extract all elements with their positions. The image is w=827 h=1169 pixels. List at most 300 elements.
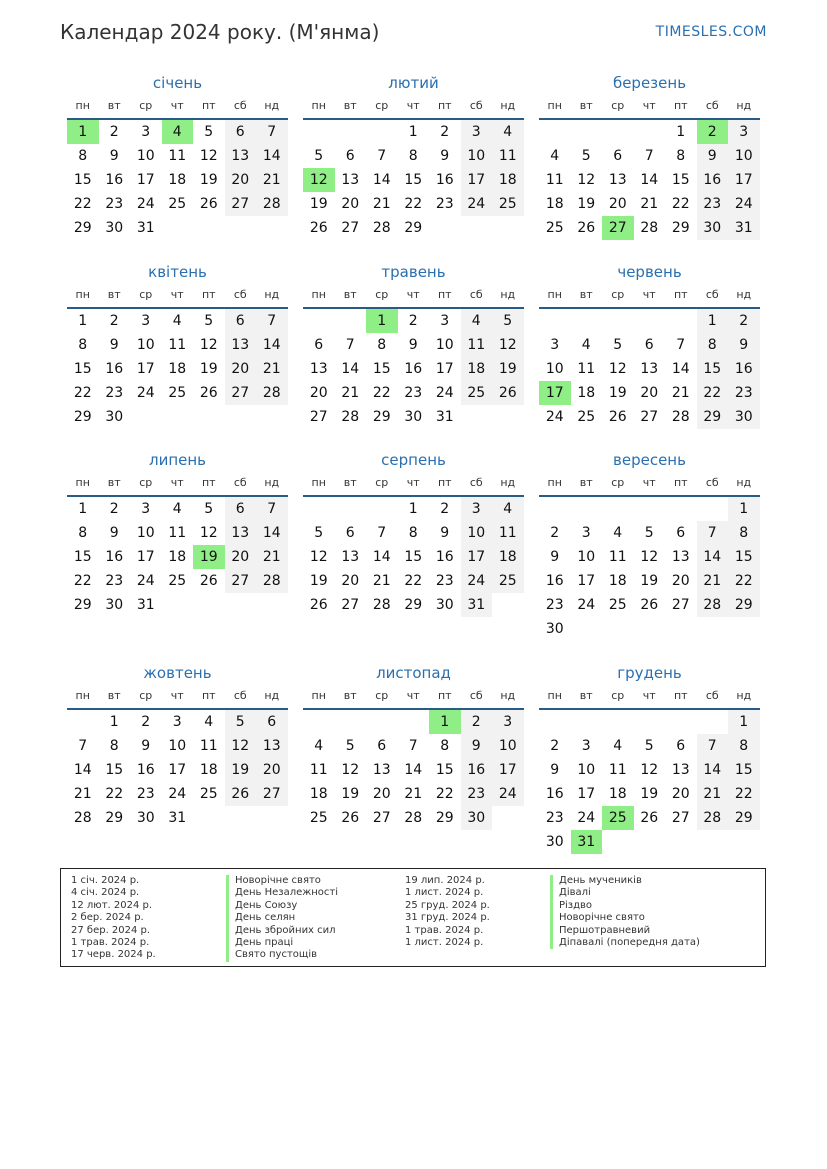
day-cell: 10 xyxy=(461,144,493,168)
day-grid xyxy=(539,309,760,429)
month-5 xyxy=(303,261,524,429)
weekday-label: сб xyxy=(705,99,719,112)
day-cell: 30 xyxy=(105,597,124,613)
day-cell: 7 xyxy=(377,525,387,541)
day-cell: 13 xyxy=(256,734,288,758)
day-cell: 3 xyxy=(550,337,560,353)
day-cell: 5 xyxy=(613,337,623,353)
day-cell: 16 xyxy=(545,573,564,589)
weekday-label: ср xyxy=(139,288,153,301)
day-cell: 17 xyxy=(435,361,454,377)
day-cell: 12 xyxy=(608,361,627,377)
day-cell: 9 xyxy=(109,148,119,164)
day-grid xyxy=(67,120,288,240)
day-cell: 21 xyxy=(256,168,288,192)
month-4 xyxy=(67,261,288,429)
day-cell: 5 xyxy=(314,525,324,541)
weekday-label: ср xyxy=(139,689,153,702)
day-cell: 20 xyxy=(640,385,659,401)
month-name: березень xyxy=(612,74,687,92)
day-cell: 2 xyxy=(550,525,560,541)
day-cell: 4 xyxy=(613,525,623,541)
day-cell: 4 xyxy=(492,497,524,521)
empty-cell xyxy=(571,309,603,333)
weekday-label: нд xyxy=(736,689,752,702)
weekday-label: ср xyxy=(611,689,625,702)
day-cell: 8 xyxy=(676,148,686,164)
day-cell: 23 xyxy=(435,196,454,212)
day-cell: 3 xyxy=(141,124,151,140)
day-cell: 25 xyxy=(492,192,524,216)
weekday-label: пт xyxy=(437,288,452,301)
day-cell: 19 xyxy=(193,545,225,569)
day-cell: 29 xyxy=(73,409,92,425)
empty-cell xyxy=(256,593,288,617)
legend-holiday: День селян xyxy=(226,912,338,924)
day-cell: 19 xyxy=(309,196,328,212)
day-cell: 21 xyxy=(671,385,690,401)
month-10 xyxy=(67,662,288,830)
legend-holiday: День збройних сил xyxy=(226,925,338,937)
month-name: жовтень xyxy=(143,664,212,682)
empty-cell xyxy=(602,309,634,333)
day-cell: 31 xyxy=(461,593,493,617)
day-cell: 1 xyxy=(697,309,729,333)
weekday-header xyxy=(67,94,288,120)
empty-cell xyxy=(256,405,288,429)
day-cell: 5 xyxy=(581,148,591,164)
day-cell: 5 xyxy=(204,313,214,329)
day-cell: 23 xyxy=(697,192,729,216)
day-cell: 15 xyxy=(404,549,423,565)
weekday-label: пн xyxy=(547,99,562,112)
legend-holiday: Свято пустощів xyxy=(226,949,338,961)
day-cell: 14 xyxy=(341,361,360,377)
day-cell: 17 xyxy=(461,168,493,192)
day-cell: 9 xyxy=(440,148,450,164)
empty-cell xyxy=(665,497,697,521)
day-grid xyxy=(67,497,288,617)
weekday-label: пт xyxy=(673,689,688,702)
empty-cell xyxy=(225,216,257,240)
day-cell: 13 xyxy=(608,172,627,188)
day-cell: 3 xyxy=(461,120,493,144)
day-cell: 17 xyxy=(577,786,596,802)
weekday-header xyxy=(303,471,524,497)
day-cell: 2 xyxy=(461,710,493,734)
day-cell: 7 xyxy=(345,337,355,353)
day-cell: 18 xyxy=(168,549,187,565)
day-cell: 23 xyxy=(728,381,760,405)
day-cell: 4 xyxy=(613,738,623,754)
day-cell: 10 xyxy=(461,521,493,545)
day-cell: 30 xyxy=(105,409,124,425)
legend-date: 4 січ. 2024 р. xyxy=(71,887,140,899)
empty-cell xyxy=(602,830,634,854)
day-cell: 26 xyxy=(309,220,328,236)
empty-cell xyxy=(492,593,524,617)
day-cell: 26 xyxy=(199,385,218,401)
day-cell: 29 xyxy=(671,220,690,236)
weekday-label: вт xyxy=(107,689,121,702)
empty-cell xyxy=(665,830,697,854)
day-cell: 30 xyxy=(545,621,564,637)
day-cell: 14 xyxy=(73,762,92,778)
day-cell: 13 xyxy=(225,144,257,168)
day-cell: 19 xyxy=(640,573,659,589)
day-cell: 21 xyxy=(697,569,729,593)
day-cell: 23 xyxy=(105,573,124,589)
day-cell: 8 xyxy=(697,333,729,357)
day-cell: 1 xyxy=(366,309,398,333)
day-cell: 11 xyxy=(168,337,187,353)
empty-cell xyxy=(571,710,603,734)
weekday-header xyxy=(539,684,760,710)
day-cell: 5 xyxy=(644,738,654,754)
day-cell: 22 xyxy=(73,385,92,401)
legend-holiday: День Союзу xyxy=(226,900,338,912)
day-cell: 16 xyxy=(404,361,423,377)
weekday-label: чт xyxy=(642,99,656,112)
day-cell: 28 xyxy=(372,220,391,236)
day-cell: 25 xyxy=(168,385,187,401)
day-cell: 23 xyxy=(136,786,155,802)
day-cell: 7 xyxy=(408,738,418,754)
day-cell: 14 xyxy=(404,762,423,778)
day-cell: 21 xyxy=(256,545,288,569)
legend-date: 1 січ. 2024 р. xyxy=(71,875,140,886)
day-cell: 12 xyxy=(341,762,360,778)
legend-holiday: Дівалі xyxy=(550,887,700,899)
empty-cell xyxy=(335,710,367,734)
legend-col1-dates xyxy=(71,875,156,962)
day-cell: 27 xyxy=(640,409,659,425)
day-cell: 27 xyxy=(225,192,257,216)
day-cell: 26 xyxy=(309,597,328,613)
legend-date: 25 груд. 2024 р. xyxy=(405,899,490,911)
day-cell: 22 xyxy=(728,569,760,593)
weekday-label: вт xyxy=(107,99,121,112)
day-cell: 18 xyxy=(492,545,524,569)
day-cell: 4 xyxy=(172,313,182,329)
empty-cell xyxy=(335,120,367,144)
weekday-label: нд xyxy=(264,288,280,301)
weekday-label: нд xyxy=(264,476,280,489)
day-cell: 16 xyxy=(461,758,493,782)
day-cell: 22 xyxy=(73,196,92,212)
day-cell: 3 xyxy=(141,313,151,329)
day-cell: 20 xyxy=(256,758,288,782)
weekday-label: пт xyxy=(673,288,688,301)
weekday-label: вт xyxy=(579,99,593,112)
empty-cell xyxy=(193,405,225,429)
day-cell: 14 xyxy=(372,549,391,565)
legend-col2-names xyxy=(550,875,700,949)
empty-cell xyxy=(492,806,524,830)
day-cell: 16 xyxy=(728,357,760,381)
day-cell: 1 xyxy=(728,710,760,734)
empty-cell xyxy=(366,710,398,734)
weekday-label: вт xyxy=(579,288,593,301)
legend-date: 17 черв. 2024 р. xyxy=(71,949,156,961)
weekday-label: вт xyxy=(343,689,357,702)
empty-cell xyxy=(429,216,461,240)
day-cell: 25 xyxy=(577,409,596,425)
day-cell: 23 xyxy=(545,810,564,826)
empty-cell xyxy=(256,806,288,830)
day-cell: 4 xyxy=(204,714,214,730)
empty-cell xyxy=(634,309,666,333)
day-cell: 7 xyxy=(256,497,288,521)
day-cell: 25 xyxy=(309,810,328,826)
day-cell: 19 xyxy=(199,172,218,188)
day-cell: 4 xyxy=(162,120,194,144)
day-cell: 7 xyxy=(256,309,288,333)
empty-cell xyxy=(492,405,524,429)
empty-cell xyxy=(634,120,666,144)
day-cell: 7 xyxy=(697,734,729,758)
site-link[interactable]: TIMESLES.COM xyxy=(655,24,767,40)
day-cell: 31 xyxy=(435,409,454,425)
day-cell: 22 xyxy=(697,381,729,405)
empty-cell xyxy=(697,830,729,854)
empty-cell xyxy=(602,497,634,521)
day-cell: 27 xyxy=(341,597,360,613)
day-cell: 14 xyxy=(640,172,659,188)
weekday-label: пт xyxy=(201,476,216,489)
empty-cell xyxy=(366,497,398,521)
legend-date: 1 трав. 2024 р. xyxy=(71,936,150,948)
weekday-label: чт xyxy=(406,689,420,702)
day-cell: 19 xyxy=(492,357,524,381)
weekday-label: ср xyxy=(139,99,153,112)
day-cell: 2 xyxy=(109,124,119,140)
day-cell: 16 xyxy=(435,172,454,188)
day-cell: 4 xyxy=(492,120,524,144)
empty-cell xyxy=(398,710,430,734)
month-3 xyxy=(539,72,760,240)
day-cell: 3 xyxy=(461,497,493,521)
day-cell: 29 xyxy=(435,810,454,826)
weekday-label: чт xyxy=(406,99,420,112)
weekday-label: сб xyxy=(233,99,247,112)
day-cell: 1 xyxy=(78,501,88,517)
month-name: листопад xyxy=(376,664,451,682)
day-cell: 1 xyxy=(67,120,99,144)
weekday-header xyxy=(67,283,288,309)
empty-cell xyxy=(461,405,493,429)
day-cell: 1 xyxy=(408,501,418,517)
weekday-label: сб xyxy=(469,99,483,112)
day-cell: 28 xyxy=(341,409,360,425)
day-cell: 12 xyxy=(640,762,659,778)
day-cell: 22 xyxy=(404,573,423,589)
day-cell: 12 xyxy=(225,734,257,758)
day-cell: 7 xyxy=(377,148,387,164)
day-cell: 21 xyxy=(341,385,360,401)
day-cell: 26 xyxy=(199,573,218,589)
month-name: червень xyxy=(617,263,682,281)
weekday-label: ср xyxy=(611,476,625,489)
day-cell: 3 xyxy=(141,501,151,517)
day-cell: 20 xyxy=(309,385,328,401)
day-cell: 8 xyxy=(78,337,88,353)
day-cell: 1 xyxy=(109,714,119,730)
weekday-label: пн xyxy=(75,689,90,702)
legend-date: 1 лист. 2024 р. xyxy=(405,936,484,948)
day-cell: 31 xyxy=(571,830,603,854)
weekday-label: чт xyxy=(406,288,420,301)
day-grid xyxy=(67,309,288,429)
month-12 xyxy=(539,662,760,854)
day-cell: 1 xyxy=(408,124,418,140)
legend-date: 27 бер. 2024 р. xyxy=(71,924,151,936)
weekday-header xyxy=(539,471,760,497)
day-cell: 30 xyxy=(435,597,454,613)
day-cell: 8 xyxy=(408,525,418,541)
day-cell: 20 xyxy=(225,545,257,569)
day-cell: 21 xyxy=(404,786,423,802)
weekday-label: вт xyxy=(579,476,593,489)
weekday-label: ср xyxy=(611,99,625,112)
day-cell: 1 xyxy=(728,497,760,521)
day-cell: 6 xyxy=(345,148,355,164)
day-cell: 7 xyxy=(697,521,729,545)
day-cell: 3 xyxy=(440,313,450,329)
day-cell: 7 xyxy=(644,148,654,164)
day-cell: 9 xyxy=(141,738,151,754)
empty-cell xyxy=(303,710,335,734)
day-cell: 11 xyxy=(608,549,627,565)
day-cell: 28 xyxy=(404,810,423,826)
day-cell: 17 xyxy=(168,762,187,778)
empty-cell xyxy=(162,405,194,429)
day-grid xyxy=(539,497,760,641)
day-cell: 12 xyxy=(640,549,659,565)
day-cell: 5 xyxy=(225,710,257,734)
day-cell: 15 xyxy=(671,172,690,188)
day-cell: 6 xyxy=(613,148,623,164)
day-cell: 16 xyxy=(697,168,729,192)
empty-cell xyxy=(697,497,729,521)
empty-cell xyxy=(193,806,225,830)
day-cell: 4 xyxy=(581,337,591,353)
day-cell: 15 xyxy=(73,361,92,377)
day-cell: 8 xyxy=(728,734,760,758)
day-cell: 6 xyxy=(377,738,387,754)
day-cell: 28 xyxy=(671,409,690,425)
day-cell: 18 xyxy=(309,786,328,802)
day-cell: 10 xyxy=(136,148,155,164)
day-cell: 20 xyxy=(225,168,257,192)
day-cell: 22 xyxy=(404,196,423,212)
day-cell: 15 xyxy=(728,758,760,782)
weekday-label: пт xyxy=(437,689,452,702)
empty-cell xyxy=(665,617,697,641)
weekday-label: чт xyxy=(406,476,420,489)
weekday-label: сб xyxy=(233,476,247,489)
legend-holiday: Новорічне свято xyxy=(226,875,338,887)
day-cell: 14 xyxy=(372,172,391,188)
day-cell: 17 xyxy=(461,545,493,569)
day-cell: 8 xyxy=(728,521,760,545)
day-cell: 25 xyxy=(545,220,564,236)
day-cell: 22 xyxy=(372,385,391,401)
empty-cell xyxy=(571,497,603,521)
day-cell: 27 xyxy=(671,597,690,613)
day-cell: 22 xyxy=(73,573,92,589)
day-grid xyxy=(303,497,524,617)
day-cell: 23 xyxy=(404,385,423,401)
day-cell: 15 xyxy=(105,762,124,778)
day-cell: 8 xyxy=(78,525,88,541)
day-cell: 29 xyxy=(728,593,760,617)
day-cell: 18 xyxy=(608,786,627,802)
day-cell: 26 xyxy=(199,196,218,212)
empty-cell xyxy=(303,120,335,144)
day-cell: 13 xyxy=(309,361,328,377)
weekday-label: чт xyxy=(642,288,656,301)
day-cell: 4 xyxy=(314,738,324,754)
month-name: квітень xyxy=(148,263,207,281)
day-cell: 12 xyxy=(303,168,335,192)
day-cell: 10 xyxy=(577,549,596,565)
day-cell: 24 xyxy=(461,192,493,216)
day-cell: 26 xyxy=(225,782,257,806)
empty-cell xyxy=(492,216,524,240)
weekday-header xyxy=(539,283,760,309)
day-cell: 19 xyxy=(577,196,596,212)
day-cell: 10 xyxy=(728,144,760,168)
empty-cell xyxy=(602,120,634,144)
day-cell: 10 xyxy=(136,337,155,353)
day-cell: 21 xyxy=(73,786,92,802)
weekday-label: ср xyxy=(611,288,625,301)
weekday-header xyxy=(303,94,524,120)
day-cell: 9 xyxy=(697,144,729,168)
day-cell: 14 xyxy=(256,144,288,168)
day-cell: 5 xyxy=(204,501,214,517)
day-cell: 9 xyxy=(461,734,493,758)
day-cell: 3 xyxy=(581,738,591,754)
day-cell: 20 xyxy=(372,786,391,802)
weekday-header xyxy=(303,283,524,309)
day-cell: 27 xyxy=(671,810,690,826)
weekday-label: нд xyxy=(500,476,516,489)
empty-cell xyxy=(539,309,571,333)
day-cell: 27 xyxy=(256,782,288,806)
day-cell: 11 xyxy=(168,525,187,541)
day-cell: 11 xyxy=(461,333,493,357)
legend-date: 1 лист. 2024 р. xyxy=(405,887,484,899)
empty-cell xyxy=(728,617,760,641)
day-cell: 7 xyxy=(78,738,88,754)
empty-cell xyxy=(539,120,571,144)
day-cell: 11 xyxy=(309,762,328,778)
day-cell: 2 xyxy=(109,313,119,329)
day-cell: 2 xyxy=(440,501,450,517)
day-cell: 21 xyxy=(640,196,659,212)
day-cell: 24 xyxy=(136,196,155,212)
day-cell: 18 xyxy=(199,762,218,778)
day-cell: 18 xyxy=(168,172,187,188)
day-cell: 28 xyxy=(697,593,729,617)
weekday-label: пн xyxy=(547,476,562,489)
weekday-label: пн xyxy=(75,476,90,489)
weekday-label: пн xyxy=(311,689,326,702)
weekday-label: сб xyxy=(705,476,719,489)
day-cell: 11 xyxy=(199,738,218,754)
